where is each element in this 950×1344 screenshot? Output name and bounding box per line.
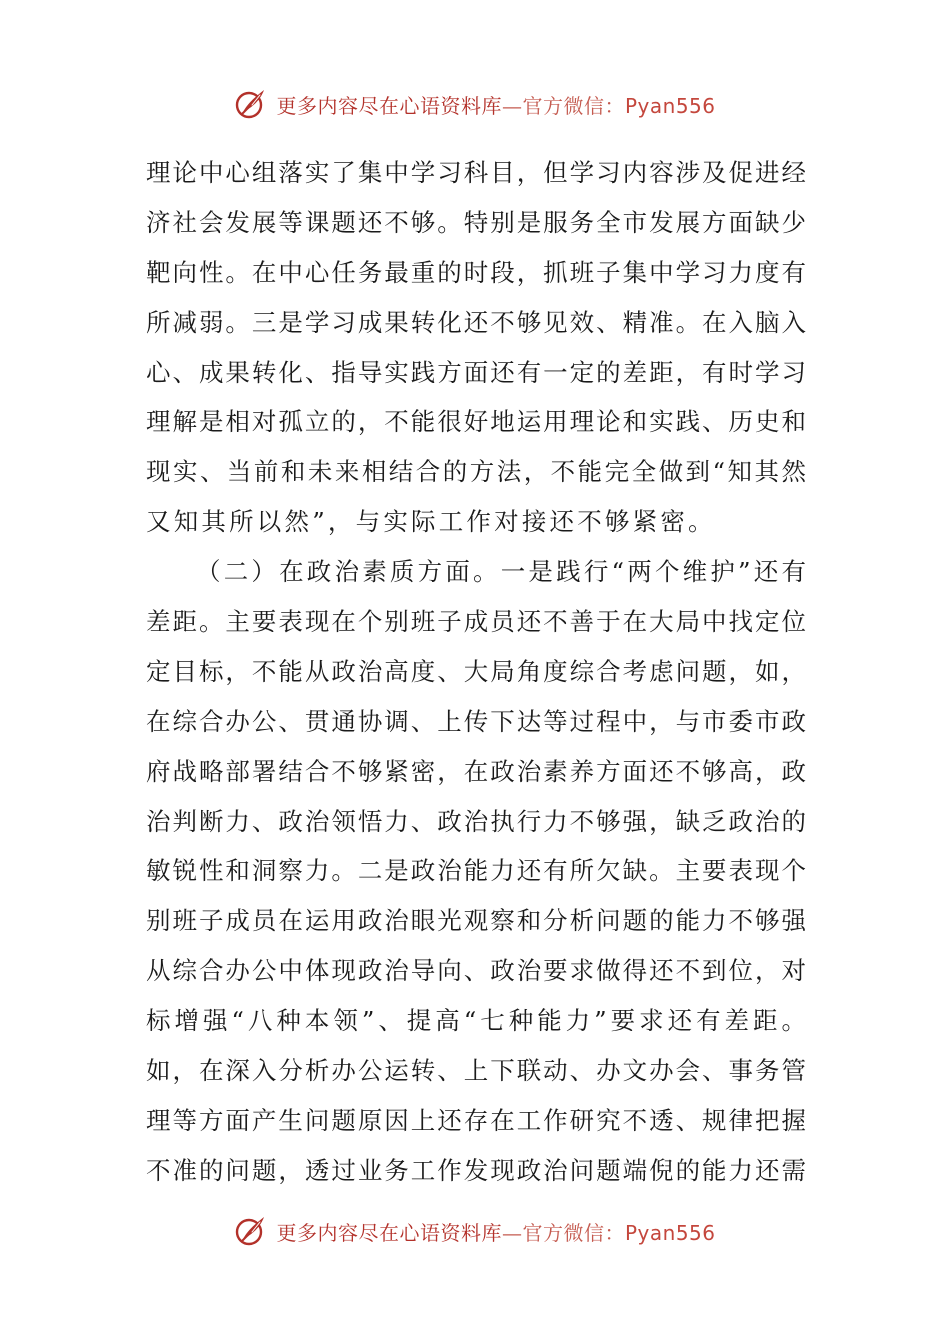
banner-wechat-label: 官方微信： (522, 1220, 625, 1245)
banner-text (276, 1217, 715, 1246)
body-line: 府战略部署结合不够紧密，在政治素养方面还不够高，政 (146, 756, 806, 786)
document-body (146, 148, 806, 1196)
body-line: 心、成果转化、指导实践方面还有一定的差距，有时学习 (146, 357, 806, 387)
body-line: 从综合办公中体现政治导向、政治要求做得还不到位，对 (146, 956, 806, 986)
body-line: 如，在深入分析办公运转、上下联动、办文办会、事务管 (146, 1056, 806, 1086)
body-line: 所减弱。三是学习成果转化还不够见效、精准。在入脑入 (146, 307, 806, 337)
banner-wechat-id: Pyan556 (624, 93, 716, 118)
body-line-paragraph-end: 又知其所以然”，与实际工作对接还不够紧密。 (146, 507, 716, 537)
banner-title: 更多内容尽在心语资料库 (276, 1220, 502, 1245)
header-banner (0, 84, 950, 124)
body-line: 理等方面产生问题原因上还存在工作研究不透、规律把握 (146, 1105, 806, 1135)
body-line: 在综合办公、贯通协调、上传下达等过程中，与市委市政 (146, 706, 806, 736)
body-line: 现实、当前和未来相结合的方法，不能完全做到“知其然 (146, 457, 806, 487)
body-line: 治判断力、政治领悟力、政治执行力不够强，缺乏政治的 (146, 806, 806, 836)
banner-separator: — (501, 1220, 523, 1245)
quill-seal-logo-icon (234, 86, 270, 122)
body-line-paragraph-start: （二）在政治素质方面。一是践行“两个维护”还有 (196, 557, 806, 587)
quill-seal-logo-icon (234, 1213, 270, 1249)
body-line: 理论中心组落实了集中学习科目，但学习内容涉及促进经 (146, 158, 806, 187)
body-line: 靶向性。在中心任务最重的时段，抓班子集中学习力度有 (146, 257, 806, 287)
banner-wechat-id: Pyan556 (624, 1220, 716, 1245)
banner-wechat-label: 官方微信： (522, 93, 625, 118)
body-line: 理解是相对孤立的，不能很好地运用理论和实践、历史和 (146, 407, 806, 437)
body-line: 定目标，不能从政治高度、大局角度综合考虑问题，如， (146, 656, 806, 686)
body-line: 济社会发展等课题还不够。特别是服务全市发展方面缺少 (146, 207, 806, 237)
footer-banner (0, 1211, 950, 1251)
banner-title: 更多内容尽在心语资料库 (276, 93, 502, 118)
body-line: 不准的问题，透过业务工作发现政治问题端倪的能力还需 (146, 1155, 806, 1185)
body-line: 差距。主要表现在个别班子成员还不善于在大局中找定位 (146, 607, 806, 637)
body-line: 别班子成员在运用政治眼光观察和分析问题的能力不够强 (146, 906, 806, 936)
body-line: 敏锐性和洞察力。二是政治能力还有所欠缺。主要表现个 (146, 856, 806, 886)
body-line: 标增强“八种本领”、提高“七种能力”要求还有差距。 (146, 1006, 806, 1036)
banner-text (276, 90, 715, 119)
banner-separator: — (501, 93, 523, 118)
